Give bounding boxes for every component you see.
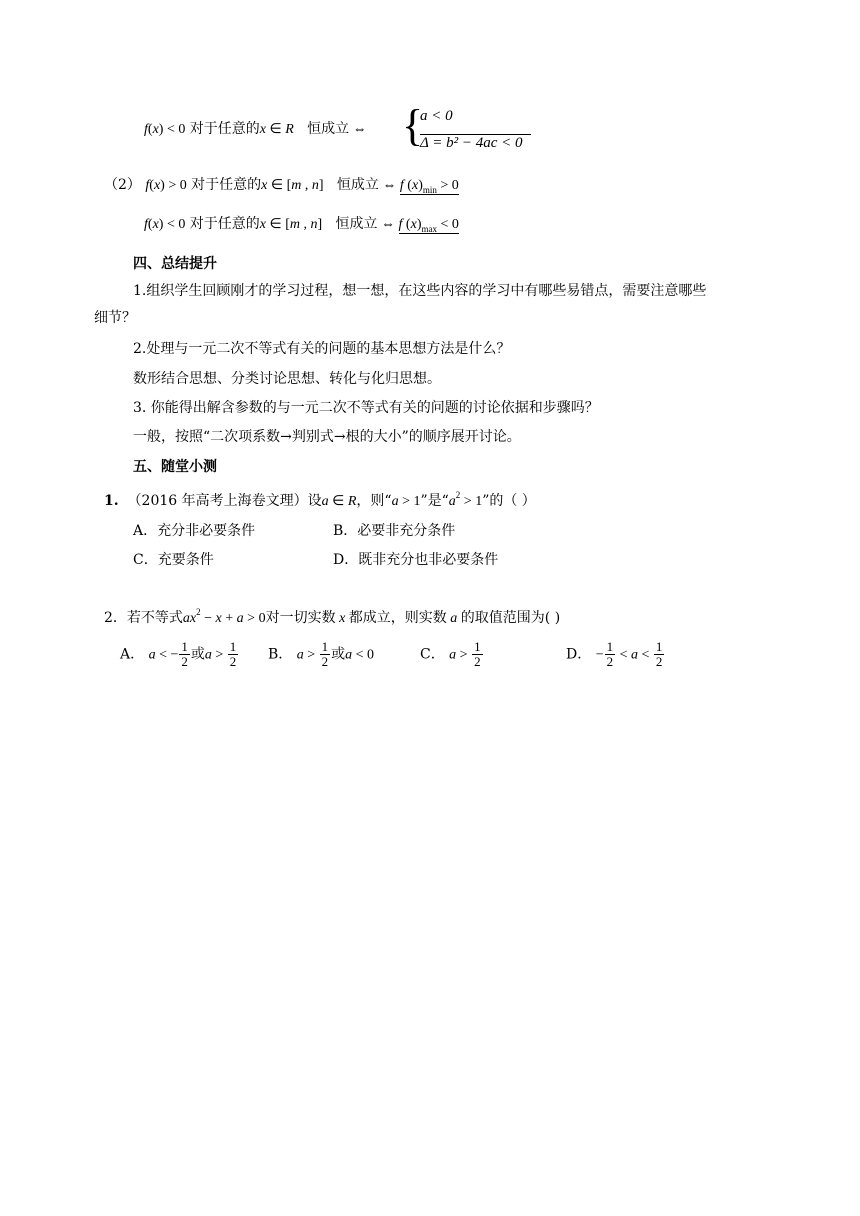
section-heading-quiz: 五、随堂小测	[133, 459, 217, 475]
equivalence-symbol: ⇔	[349, 122, 367, 137]
problem-number: 1.	[104, 493, 119, 509]
system-line-discriminant: Δ = b² − 4ac < 0	[420, 134, 531, 152]
condition-line-negative-all-real: f(x) < 0 对于任意的x ∈ R 恒成立 ⇔	[144, 121, 367, 137]
min-condition: f $(x)_{min} > 0$	[399, 178, 459, 195]
system-line-a: a < 0	[420, 108, 453, 124]
condition-text: 对于任意的	[191, 177, 262, 193]
p2-option-c[interactable]: C． a > $\frac{1}{2}$	[420, 639, 481, 669]
option-a[interactable]: A．充分非必要条件	[133, 523, 256, 539]
p2-option-b[interactable]: B． a > $\frac{1}{2}$ 或a < 0	[268, 639, 375, 669]
option-d[interactable]: D．既非充分也非必要条件	[333, 552, 499, 568]
question-1-line-1: 1.组织学生回顾刚才的学习过程，想一想，在这些内容的学习中有哪些易错点，需要注意哪些	[133, 283, 707, 299]
p2-option-a[interactable]: A． a < − $\frac{1}{2}$ 或a > $\frac{1}{2}$	[120, 639, 237, 669]
problem-source: （2016 年高考上海卷文理）设	[127, 493, 322, 509]
p2-option-d[interactable]: D． − $\frac{1}{2}$ < a < $\frac{1}{2}$	[566, 639, 663, 669]
option-c[interactable]: C．充要条件	[133, 552, 214, 568]
problem-2-stem: 2．若不等式$ax^2 - x + a > 0$对一切实数 x 都成立，则实数 a 的取值范围为( )	[104, 607, 561, 626]
max-condition: f $(x)_{max} < 0$	[398, 217, 459, 234]
hold-text: 恒成立	[335, 216, 378, 232]
problem-1-stem: 1. （2016 年高考上海卷文理）设a ∈ R，则“a > 1”是“$a^2 > 1$”的（ ）	[104, 490, 536, 509]
question-3: 3. 你能得出解含参数的与一元二次不等式有关的问题的讨论依据和步骤吗？	[133, 400, 599, 416]
condition-text: 对于任意的	[189, 216, 260, 232]
condition-line-positive-interval: （2） f(x) > 0 对于任意的x ∈ [m , n] 恒成立 ⇔ f $(x)_{min} > 0$	[104, 177, 459, 195]
section-heading-summary: 四、总结提升	[133, 256, 217, 272]
answer-3: 一般，按照“二次项系数→判别式→根的大小”的顺序展开讨论。	[133, 429, 521, 445]
option-b[interactable]: B．必要非充分条件	[333, 523, 456, 539]
answer-2: 数形结合思想、分类讨论思想、转化与化归思想。	[133, 371, 441, 387]
item-number: （2）	[104, 177, 141, 193]
condition-line-negative-interval: f(x) < 0 对于任意的x ∈ [m , n] 恒成立 ⇔ f $(x)_{max} < 0$	[144, 216, 459, 234]
question-1-line-2: 细节？	[94, 310, 136, 326]
hold-text: 恒成立	[336, 177, 379, 193]
condition-text: 对于任意的	[189, 121, 260, 137]
question-2: 2.处理与一元二次不等式有关的问题的基本思想方法是什么？	[133, 341, 511, 357]
hold-text: 恒成立	[307, 121, 350, 137]
system-brace: {	[402, 101, 424, 150]
